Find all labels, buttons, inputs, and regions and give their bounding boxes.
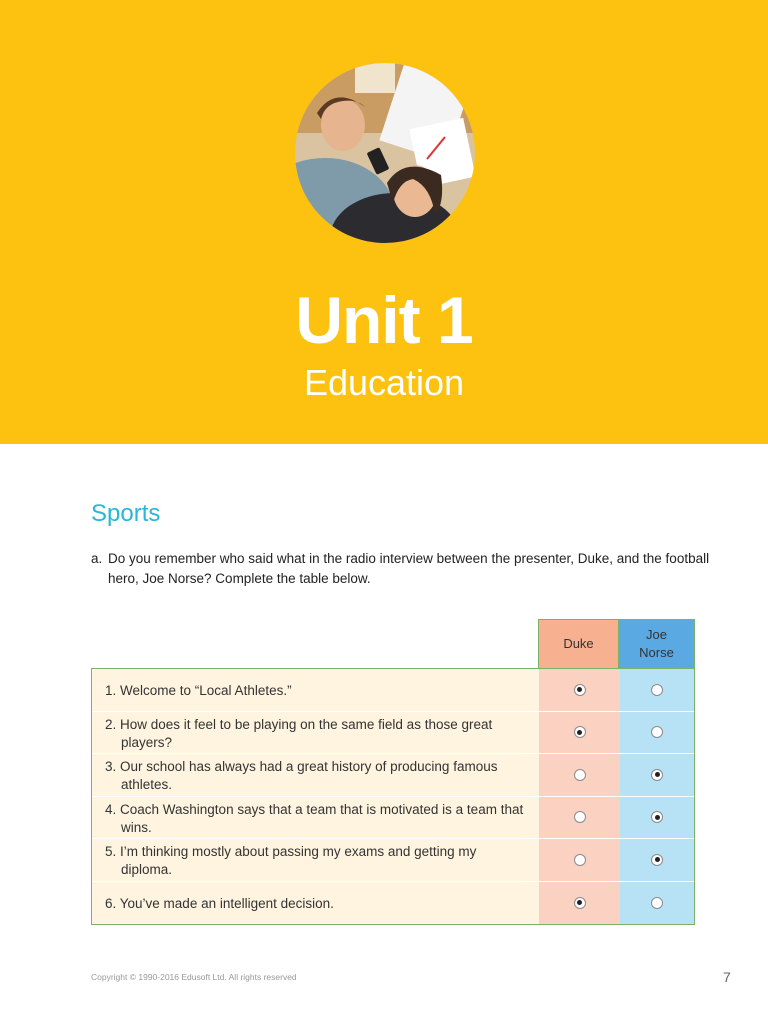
radio-duke[interactable] xyxy=(574,726,586,738)
radio-joe-norse[interactable] xyxy=(651,897,663,909)
statement-text: 3. Our school has always had a great history of producing famous athletes. xyxy=(105,759,498,793)
statement-cell xyxy=(92,839,539,881)
copyright: Copyright © 1990-2016 Edusoft Ltd. All rights reserved xyxy=(91,972,297,982)
table-row xyxy=(92,669,694,712)
choice-cell-duke xyxy=(539,882,620,925)
statement-text: 6. You’ve made an intelligent decision. xyxy=(105,896,334,912)
column-header-duke: Duke xyxy=(538,619,619,668)
unit-banner xyxy=(0,0,768,444)
choice-cell-duke xyxy=(539,669,620,711)
students-photo xyxy=(295,63,475,243)
unit-title: Unit 1 xyxy=(295,283,473,357)
choice-cell-joe-norse xyxy=(620,797,694,839)
choice-cell-duke xyxy=(539,839,620,881)
page-number: 7 xyxy=(723,969,731,985)
radio-duke[interactable] xyxy=(574,769,586,781)
statement-cell xyxy=(92,754,539,796)
instruction xyxy=(91,549,711,589)
instruction-label: a. xyxy=(91,551,103,566)
unit-subject: Education xyxy=(303,362,465,403)
choice-cell-joe-norse xyxy=(620,882,694,925)
column-header-joe-norse xyxy=(619,619,695,668)
column-header-joe-norse-label: Joe Norse xyxy=(639,627,674,660)
instruction-text: Do you remember who said what in the radio interview between the presenter, Duke, and the football hero, Joe Norse? Complete the table below. xyxy=(108,551,710,586)
radio-joe-norse[interactable] xyxy=(651,811,663,823)
table-row xyxy=(92,797,694,840)
radio-joe-norse[interactable] xyxy=(651,684,663,696)
radio-joe-norse[interactable] xyxy=(651,726,663,738)
section-title: Sports xyxy=(91,500,161,527)
table-row xyxy=(92,882,694,925)
statement-cell xyxy=(92,882,539,925)
radio-joe-norse[interactable] xyxy=(651,769,663,781)
statement-text: 1. Welcome to “Local Athletes.” xyxy=(105,683,292,699)
choice-cell-joe-norse xyxy=(620,712,694,754)
choice-cell-duke xyxy=(539,797,620,839)
table-body xyxy=(91,668,695,925)
choice-cell-joe-norse xyxy=(620,669,694,711)
radio-duke[interactable] xyxy=(574,897,586,909)
statement-text: 2. How does it feel to be playing on the same field as those great players? xyxy=(105,716,493,750)
radio-duke[interactable] xyxy=(574,854,586,866)
statement-cell xyxy=(92,797,539,839)
students-image xyxy=(295,63,475,243)
statement-text: 4. Coach Washington says that a team that is motivated is a team that wins. xyxy=(105,801,524,835)
table-row xyxy=(92,754,694,797)
table-row xyxy=(92,712,694,755)
radio-duke[interactable] xyxy=(574,811,586,823)
choice-cell-joe-norse xyxy=(620,839,694,881)
radio-joe-norse[interactable] xyxy=(651,854,663,866)
choice-cell-joe-norse xyxy=(620,754,694,796)
radio-duke[interactable] xyxy=(574,684,586,696)
table-row xyxy=(92,839,694,882)
statement-cell xyxy=(92,712,539,754)
statement-text: 5. I’m thinking mostly about passing my exams and getting my diploma. xyxy=(105,844,477,878)
choice-cell-duke xyxy=(539,712,620,754)
statement-cell xyxy=(92,669,539,711)
choice-cell-duke xyxy=(539,754,620,796)
